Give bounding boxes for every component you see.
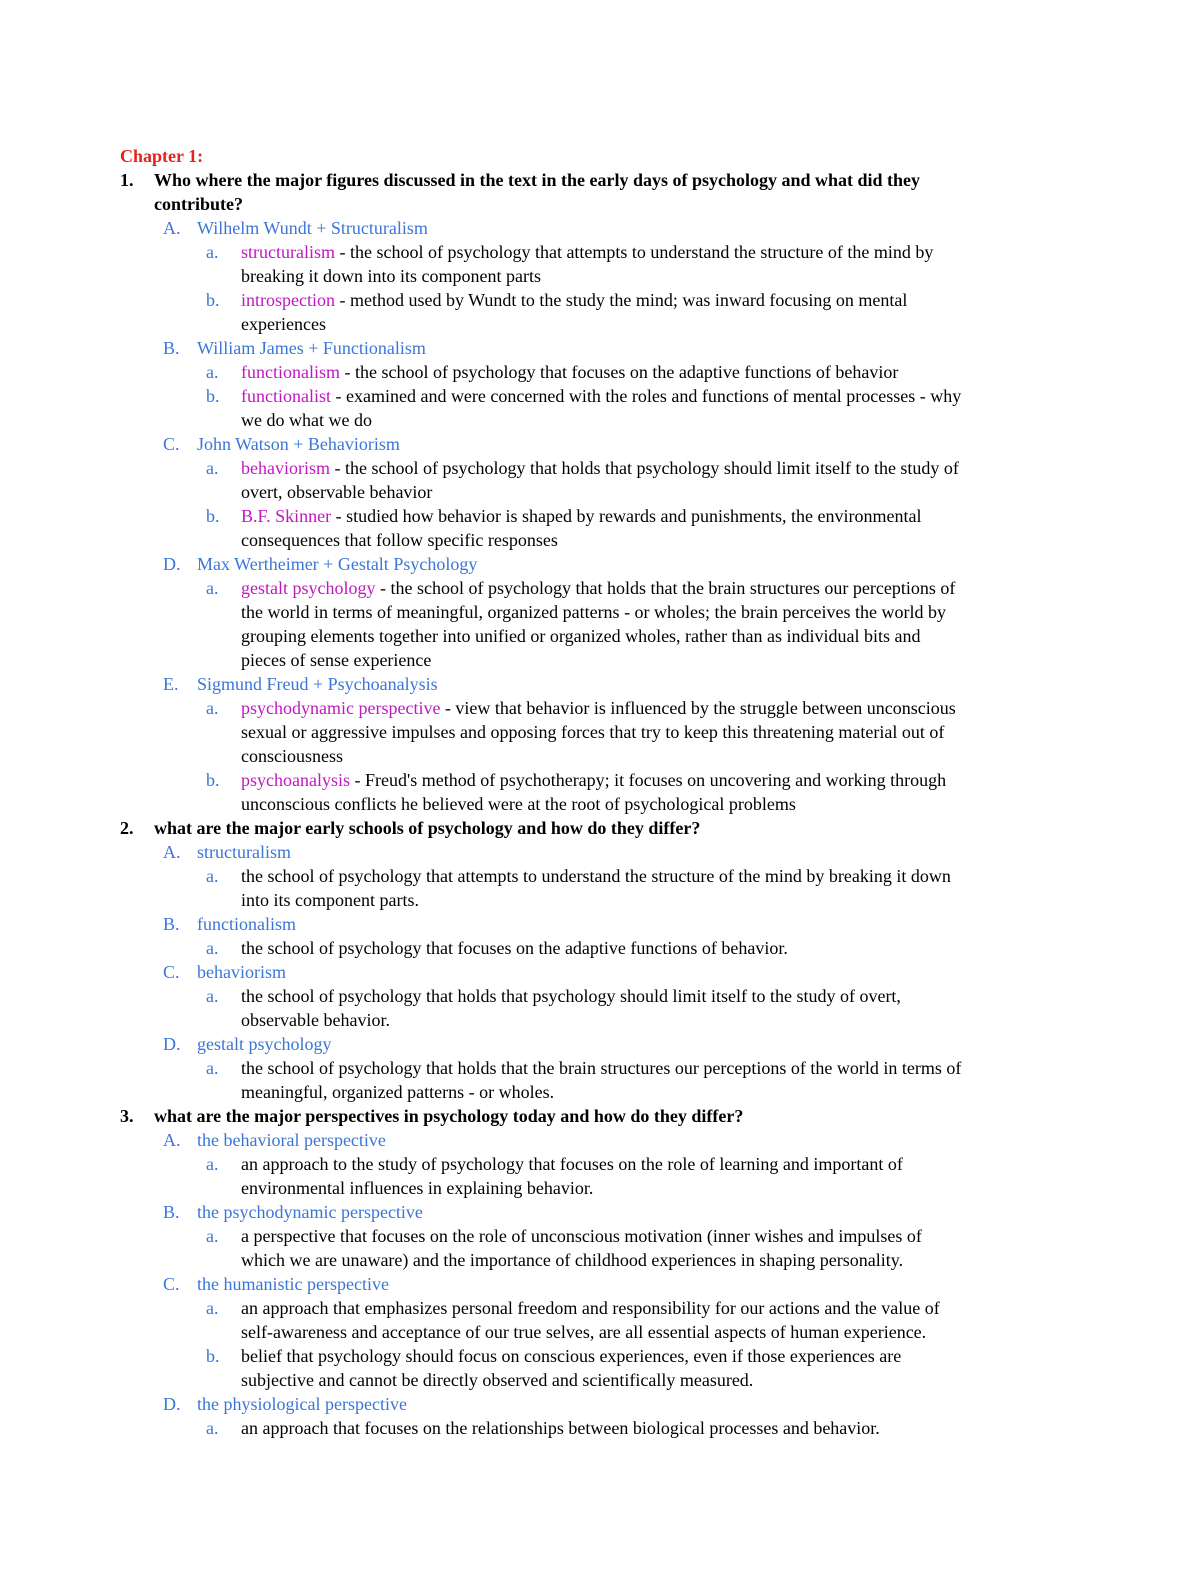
item-letter: a. [206, 698, 219, 718]
item-letter: a. [206, 242, 219, 262]
item-letter: a. [206, 1058, 219, 1078]
definition-text: an approach to the study of psychology that focuses on the role of learning and important of [241, 1154, 903, 1174]
definition-text: - the school of psychology that attempts to understand the structure of the mind by [334, 242, 934, 262]
section-heading [163, 1128, 386, 1152]
section-heading-text: Max Wertheimer + Gestalt Psychology [197, 554, 478, 574]
list-item-line [241, 1080, 554, 1104]
list-item-line [241, 888, 419, 912]
item-letter: a. [206, 458, 219, 478]
section-heading [163, 552, 478, 576]
definition-text: - Freud's method of psychotherapy; it focuses on uncovering and working through [349, 770, 947, 790]
section-heading-text: gestalt psychology [197, 1034, 332, 1054]
section-heading [163, 216, 428, 240]
definition-text: environmental influences in explaining behavior. [241, 1178, 594, 1198]
list-item-line [241, 1176, 593, 1200]
section-heading-text: the behavioral perspective [197, 1130, 386, 1150]
definition-text: experiences [241, 314, 326, 334]
question-text: what are the major perspectives in psychology today and how do they differ? [154, 1106, 744, 1126]
list-item-line [241, 408, 372, 432]
definition-text: sexual or aggressive impulses and opposing forces that try to keep this threatening material out of [241, 722, 945, 742]
section-letter: A. [163, 218, 181, 238]
item-letter: a. [206, 1226, 219, 1246]
section-heading-text: the psychodynamic perspective [197, 1202, 423, 1222]
term: functionalist [241, 386, 331, 406]
term: structuralism [241, 242, 335, 262]
item-letter: b. [206, 386, 220, 406]
list-item-line [206, 1416, 880, 1440]
definition-text: - examined and were concerned with the roles and functions of mental processes - why [330, 386, 962, 406]
list-item-line [206, 864, 951, 888]
definition-text: pieces of sense experience [241, 650, 432, 670]
definition-text: grouping elements together into unified or organized wholes, rather than as individual bits and [241, 626, 921, 646]
definition-text: a perspective that focuses on the role of unconscious motivation (inner wishes and impulses of [241, 1226, 922, 1246]
list-item-line [206, 768, 947, 792]
list-item-line [206, 504, 922, 528]
list-item-line [241, 264, 541, 288]
section-letter: B. [163, 338, 180, 358]
chapter-title: Chapter 1: [120, 146, 204, 166]
list-item-line [241, 600, 946, 624]
term: gestalt psychology [241, 578, 376, 598]
definition-text: an approach that emphasizes personal freedom and responsibility for our actions and the value of [241, 1298, 940, 1318]
section-heading-text: behaviorism [197, 962, 286, 982]
term: psychoanalysis [241, 770, 350, 790]
list-item-line [241, 720, 944, 744]
item-letter: b. [206, 1346, 220, 1366]
list-item-line [241, 792, 796, 816]
definition-text: - method used by Wundt to the study the mind; was inward focusing on mental [334, 290, 908, 310]
definition-text: which we are unaware) and the importance of childhood experiences in shaping personality. [241, 1250, 904, 1270]
section-heading-text: Sigmund Freud + Psychoanalysis [197, 674, 438, 694]
definition-text: - studied how behavior is shaped by rewards and punishments, the environmental [331, 506, 922, 526]
item-letter: a. [206, 1298, 219, 1318]
list-item-line [241, 312, 326, 336]
section-letter: D. [163, 1394, 181, 1414]
definition-text: - the school of psychology that holds that psychology should limit itself to the study of [329, 458, 959, 478]
term: introspection [241, 290, 335, 310]
definition-text: self-awareness and acceptance of our true selves, are all essential aspects of human experience. [241, 1322, 927, 1342]
definition-text: the school of psychology that focuses on the adaptive functions of behavior. [241, 938, 788, 958]
section-heading [163, 432, 400, 456]
question-text: Who where the major figures discussed in the text in the early days of psychology and what did they [154, 170, 921, 190]
definition-text: - the school of psychology that holds that the brain structures our perceptions of [375, 578, 956, 598]
definition-text: subjective and cannot be directly observed and scientifically measured. [241, 1370, 754, 1390]
question-number: 2. [120, 818, 134, 838]
list-item-line [241, 528, 558, 552]
term: psychodynamic perspective [241, 698, 441, 718]
item-letter: a. [206, 578, 219, 598]
list-item-line [206, 696, 956, 720]
definition-text: into its component parts. [241, 890, 419, 910]
section-heading-text: the humanistic perspective [197, 1274, 389, 1294]
list-item-line [206, 576, 956, 600]
section-heading-text: functionalism [197, 914, 296, 934]
section-letter: C. [163, 434, 180, 454]
list-item-line [206, 384, 962, 408]
definition-text: we do what we do [241, 410, 372, 430]
item-letter: b. [206, 290, 220, 310]
definition-text: breaking it down into its component parts [241, 266, 541, 286]
term: behaviorism [241, 458, 330, 478]
item-letter: b. [206, 770, 220, 790]
list-item-line [206, 360, 899, 384]
list-item-line [206, 288, 908, 312]
list-item-line [241, 1008, 390, 1032]
list-item-line [206, 240, 934, 264]
list-item-line [241, 1368, 753, 1392]
list-item-line [206, 1296, 940, 1320]
list-item-line [241, 1248, 903, 1272]
item-letter: b. [206, 506, 220, 526]
term: B.F. Skinner [241, 506, 332, 526]
section-heading [163, 840, 291, 864]
question-line [120, 1104, 744, 1128]
item-letter: a. [206, 938, 219, 958]
list-item-line [241, 480, 432, 504]
section-letter: D. [163, 554, 181, 574]
section-letter: B. [163, 914, 180, 934]
list-item-line [206, 984, 901, 1008]
section-letter: C. [163, 962, 180, 982]
section-heading-text: John Watson + Behaviorism [197, 434, 400, 454]
term: functionalism [241, 362, 340, 382]
item-letter: a. [206, 1154, 219, 1174]
definition-text: the school of psychology that holds that the brain structures our perceptions of the world in terms of [241, 1058, 962, 1078]
definition-text: overt, observable behavior [241, 482, 433, 502]
definition-text: the school of psychology that holds that psychology should limit itself to the study of overt, [241, 986, 901, 1006]
list-item-line [206, 1056, 962, 1080]
question-text: what are the major early schools of psychology and how do they differ? [154, 818, 701, 838]
definition-text: the school of psychology that attempts to understand the structure of the mind by breaking it down [241, 866, 951, 886]
definition-text: an approach that focuses on the relationships between biological processes and behavior. [241, 1418, 880, 1438]
section-letter: A. [163, 1130, 181, 1150]
section-letter: C. [163, 1274, 180, 1294]
definition-text: the world in terms of meaningful, organized patterns - or wholes; the brain perceives the world by [241, 602, 946, 622]
definition-text: - view that behavior is influenced by the struggle between unconscious [440, 698, 956, 718]
list-item-line [206, 1344, 902, 1368]
definition-text: observable behavior. [241, 1010, 390, 1030]
item-letter: a. [206, 866, 219, 886]
section-heading [163, 912, 296, 936]
list-item-line [241, 624, 921, 648]
question-line [120, 168, 921, 192]
section-heading-text: William James + Functionalism [197, 338, 426, 358]
list-item-line [206, 936, 788, 960]
section-heading [163, 1272, 389, 1296]
item-letter: a. [206, 362, 219, 382]
item-letter: a. [206, 986, 219, 1006]
section-heading-text: the physiological perspective [197, 1394, 407, 1414]
question-number: 1. [120, 170, 134, 190]
section-heading-text: structuralism [197, 842, 291, 862]
definition-text: meaningful, organized patterns - or wholes. [241, 1082, 555, 1102]
list-item-line [206, 456, 959, 480]
section-letter: E. [163, 674, 179, 694]
definition-text: unconscious conflicts he believed were at the root of psychological problems [241, 794, 796, 814]
definition-text: consciousness [241, 746, 343, 766]
list-item-line [206, 1152, 903, 1176]
section-heading [163, 672, 438, 696]
section-heading [163, 960, 286, 984]
section-heading [163, 336, 426, 360]
section-heading [163, 1392, 407, 1416]
question-line [120, 816, 701, 840]
section-letter: B. [163, 1202, 180, 1222]
item-letter: a. [206, 1418, 219, 1438]
question-line [154, 192, 243, 216]
section-letter: A. [163, 842, 181, 862]
question-text: contribute? [154, 194, 243, 214]
question-number: 3. [120, 1106, 134, 1126]
list-item-line [241, 1320, 926, 1344]
section-letter: D. [163, 1034, 181, 1054]
list-item-line [241, 744, 343, 768]
list-item-line [206, 1224, 922, 1248]
section-heading-text: Wilhelm Wundt + Structuralism [197, 218, 428, 238]
section-heading [163, 1032, 332, 1056]
section-heading [163, 1200, 423, 1224]
definition-text: - the school of psychology that focuses on the adaptive functions of behavior [339, 362, 899, 382]
definition-text: consequences that follow specific responses [241, 530, 558, 550]
definition-text: belief that psychology should focus on conscious experiences, even if those experiences are [241, 1346, 902, 1366]
list-item-line [241, 648, 431, 672]
